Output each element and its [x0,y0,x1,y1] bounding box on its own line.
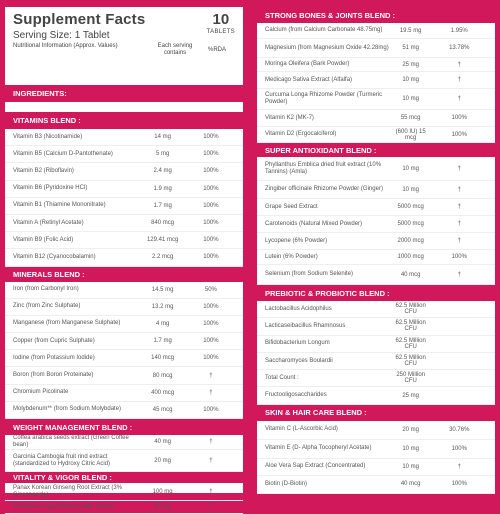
ingredient-name: Saccharomyces Boulardii [265,357,333,364]
bones-joints-heading: STRONG BONES & JOINTS BLEND : [257,7,495,23]
ingredient-rda: † [457,221,461,227]
page-title: Supplement Facts [13,11,146,28]
ingredient-rda: 30.76% [449,426,470,433]
ingredient-name: Bifidobacterium Longum [265,340,330,347]
ingredient-name: Moringa Oleifera (Bark Powder) [265,61,350,67]
ingredient-amount: 129.41 mcg [146,237,179,244]
table-row [5,282,243,299]
ingredient-rda: † [209,504,213,510]
ingredient-amount: 14 mg [154,134,171,141]
ingredient-amount: 20 mg [402,426,420,433]
nutritional-info-label: Nutritional Information (Approx. Values) [13,43,118,49]
ingredient-rda: † [209,488,213,495]
table-row [257,476,495,494]
ingredient-rda: 13.78% [449,45,470,51]
ingredient-amount: 10 mg [402,186,420,193]
ingredient-rda: 100% [203,151,219,158]
ingredient-rda: † [457,61,461,68]
table-row [257,127,495,143]
ingredient-rda: 100% [203,355,219,362]
ingredient-amount: 13.2 mg [151,303,174,310]
table-row [5,501,243,514]
ingredient-rda: 100% [451,131,467,138]
ingredient-amount: 2000 mcg [397,238,424,244]
ingredient-rda: 100% [203,406,219,413]
ingredient-amount: 1000 mcg [397,254,424,260]
ingredient-rda: † [209,389,213,396]
ingredient-rda: 100% [203,338,219,345]
serving-size: Serving Size: 1 Tablet [13,30,110,41]
table-row [257,233,495,250]
antioxidant-heading: SUPER ANTIOXIDANT BLEND : [257,143,495,157]
ingredient-amount: 51 mg [402,45,420,51]
table-row [257,199,495,216]
left-panel-body [5,85,243,514]
ingredient-amount: 140 mcg [151,355,175,362]
table-row [257,336,495,353]
table-row [5,350,243,367]
right-panel [256,6,496,494]
ingredient-name: Echinacea angustifolia powder extract [13,503,115,510]
table-row [5,450,243,472]
ingredient-amount: 40 mg [154,439,171,445]
ingredient-rda: 100% [203,254,219,261]
ingredient-name: Iodine (from Potassium Iodide) [13,354,95,361]
ingredient-name: Vitamin B2 (Riboflavin) [13,167,74,174]
ingredient-name: Vitamin E (D- Alpha Tocopheryl Acetate) [265,445,372,452]
ingredient-amount: 20 mg [154,504,171,510]
ingredient-amount: 840 mcg [151,220,175,227]
ingredient-name: Lactobacillus Acidophilus [265,305,332,312]
ingredient-name: Vitamin B1 (Thiamine Mononitrate) [13,202,106,209]
ingredient-amount: 10 mg [402,96,420,102]
vitamins-blend-heading: VITAMINS BLEND : [5,112,243,129]
probiotic-heading: PREBIOTIC & PROBIOTIC BLEND : [257,285,495,301]
ingredient-name: Carotenoids (Natural Mixed Powder) [265,220,363,227]
ingredient-name: Vitamin A (Retinyl Acetate) [13,219,84,226]
tablet-count [207,11,235,35]
ingredient-amount: 2.4 mg [153,168,172,175]
ingredient-amount: 5000 mcg [397,221,424,227]
table-row [257,421,495,440]
ingredient-amount: 40 mcg [400,481,421,488]
table-row [5,198,243,215]
table-row [257,89,495,110]
ingredient-amount: 5 mg [155,151,170,158]
ingredient-amount: 55 mcg [400,115,421,121]
ingredient-rda: † [457,271,461,278]
table-row [5,249,243,266]
ingredient-rda: 100% [451,445,467,452]
ingredient-rda: 100% [203,303,219,310]
ingredient-rda: 100% [451,481,467,488]
ingredient-amount: 20 mg [154,457,171,464]
ingredient-rda: † [209,457,213,464]
ingredient-amount: 1.7 mg [153,338,172,345]
ingredient-name: Biotin (D-Biotin) [265,480,308,487]
table-row [5,333,243,350]
ingredient-rda: † [209,372,213,379]
ingredient-name: Copper (from Cupric Sulphate) [13,337,95,344]
ingredient-rda: 100% [451,115,467,121]
ingredient-rda: † [457,238,461,244]
ingredient-rda: 100% [203,134,219,141]
ingredient-name: Panax Korean Ginseng Root Extract (3% Ginsenoside) [13,484,123,498]
supplement-facts-header [5,7,243,70]
ingredients-heading: INGREDIENTS: [5,85,243,102]
ingredient-name: Calcium (from Calcium Carbonate 48.75mg) [265,27,383,33]
ingredient-amount: 19.5 mg [399,27,422,34]
ingredient-name: Lycopene (6% Powder) [265,237,328,244]
ingredient-name: Medicago Sativa Extract (Alfalfa) [265,76,353,83]
ingredient-rda: 50% [204,286,217,293]
ingredient-rda: † [457,204,461,210]
ingredient-amount: 62.5 Million CFU [395,337,426,350]
vitality-vigor-heading: VITALITY & VIGOR BLEND : [5,472,243,483]
ingredient-rda: 100% [451,254,467,260]
ingredient-rda: † [457,96,461,102]
table-row [257,387,495,404]
ingredient-name: Molybdenum** (from Sodium Molybdate) [13,406,122,413]
table-row [257,250,495,265]
table-row [257,265,495,285]
ingredient-amount: 62.5 Million CFU [395,303,426,316]
ingredient-name: Vitamin B3 (Nicotinamide) [13,133,83,140]
ingredient-amount: 45 mcg [152,406,173,413]
ingredient-amount: 10 mg [402,165,420,172]
ingredient-name: Coffea arabica seeds extract (Green Coffee bean) [13,435,129,448]
table-row [5,435,243,450]
ingredient-amount: 10 mg [402,463,420,470]
ingredient-amount: 25 mg [402,392,420,399]
ingredient-amount: 80 mcg [152,372,173,379]
ingredient-name: Vitamin B5 (Calcium D-Pantothenate) [13,150,113,157]
ingredient-rda: 100% [203,320,219,327]
ingredient-name: Grape Seed Extract [265,203,318,210]
ingredient-amount: 4 mg [155,320,170,327]
ingredient-amount: 2.2 mcg [151,254,174,261]
left-panel [4,6,244,510]
ingredient-rda: † [457,186,461,193]
ingredient-amount: 1.9 mg [153,185,172,192]
table-row [257,370,495,387]
table-row [5,146,243,163]
table-row [5,316,243,333]
ingredient-name: Chromium Picolinate [13,389,69,396]
ingredient-name: Curcuma Longa Rhizome Powder (Turmeric Powder) [265,92,383,105]
each-serving-header: Each serving contains [157,43,193,56]
ingredient-rda: 100% [203,220,219,227]
table-row [257,216,495,233]
ingredient-name: Magnesium (from Magnesium Oxide 42.28mg) [265,44,389,51]
ingredient-name: Aloe Vera Sap Extract (Concentrated) [265,463,366,470]
ingredient-name: Selenium (from Sodium Selenite) [265,271,354,277]
ingredient-amount: 25 mg [402,61,420,68]
table-row [257,301,495,318]
ingredient-rda: 100% [203,168,219,175]
ingredient-amount: 62.5 Million CFU [395,320,426,333]
table-row [5,163,243,180]
ingredient-name: Boron (from Boron Proteinate) [13,372,94,379]
table-row [257,23,495,39]
right-panel-body [257,7,495,494]
rda-header: %RDA [207,47,226,53]
ingredient-amount: 14.5 mg [151,286,174,293]
ingredient-amount: 40 mcg [400,271,421,278]
ingredient-amount: 1.7 mg [153,202,172,209]
tablet-count-number: 10 [212,11,230,28]
ingredient-name: Fructooligosaccharides [265,392,327,399]
weight-management-heading: WEIGHT MANAGEMENT BLEND : [5,419,243,435]
tablet-count-unit: TABLETS [206,29,235,35]
ingredient-rda: † [209,439,213,445]
ingredient-rda: 100% [203,237,219,244]
minerals-blend-heading: MINERALS BLEND : [5,267,243,282]
table-row [257,353,495,370]
table-row [5,129,243,146]
ingredient-name: Garcinia Cambogia fruit rind extract (standardized to Hydroxy Citric Acid) [13,453,111,467]
table-row [257,110,495,127]
ingredient-rda: 100% [203,202,219,209]
ingredient-amount: 62.5 Million CFU [395,355,426,368]
ingredient-name: Manganese (from Manganese Sulphate) [13,320,121,327]
table-row [5,483,243,501]
ingredient-name: Zinc (from Zinc Sulphate) [13,303,81,310]
ingredient-amount: 10 mg [402,445,420,452]
table-row [257,181,495,199]
table-row [257,459,495,476]
table-row [5,385,243,402]
ingredient-amount: 250 Million CFU [396,372,426,385]
ingredient-rda: † [457,165,461,172]
table-row [5,215,243,232]
ingredient-amount: 10 mg [402,77,420,83]
table-row [257,58,495,72]
table-row [5,367,243,384]
ingredient-name: Vitamin K2 (MK-7) [265,114,314,121]
ingredient-rda: 1.95% [450,27,468,34]
ingredient-name: Lacticaseibacillus Rhamnosus [265,322,346,329]
ingredient-name: Phyllanthus Emblica dried fruit extract (10% Tannins) (Amla) [265,161,382,175]
ingredient-name: Vitamin B12 (Cyanocobalamin) [13,253,96,260]
ingredient-name: Vitamin B9 (Folic Acid) [13,236,74,243]
ingredient-rda: 100% [203,185,219,192]
table-row [5,181,243,198]
ingredient-name: Vitamin B6 (Pyridoxine HCl) [13,185,88,192]
table-row [5,232,243,249]
table-row [257,157,495,181]
ingredient-rda: † [457,463,461,470]
table-row [5,402,243,419]
ingredient-name: Zingiber officinale Rhizome Powder (Ginger) [265,186,383,192]
table-row [5,299,243,316]
table-row [257,72,495,89]
ingredient-name: Vitamin D2 (Ergocalciferol) [265,131,337,137]
ingredient-name: Iron (from Carbonyl Iron) [13,286,79,293]
ingredient-name: Lutein (6% Powder) [265,253,318,260]
ingredient-amount: 400 mcg [151,389,175,396]
ingredient-name: Vitamin C (L-Ascorbic Acid) [265,426,338,433]
table-row [257,39,495,58]
ingredient-amount: 100 mg [152,488,173,495]
ingredient-amount: 5000 mcg [397,204,424,210]
table-row [257,440,495,459]
skin-hair-heading: SKIN & HAIR CARE BLEND : [257,405,495,421]
table-row [257,318,495,335]
ingredient-amount: (600 IU) 15 mcg [395,128,426,141]
ingredient-name: Total Count : [265,374,299,381]
ingredient-rda: † [457,77,461,83]
